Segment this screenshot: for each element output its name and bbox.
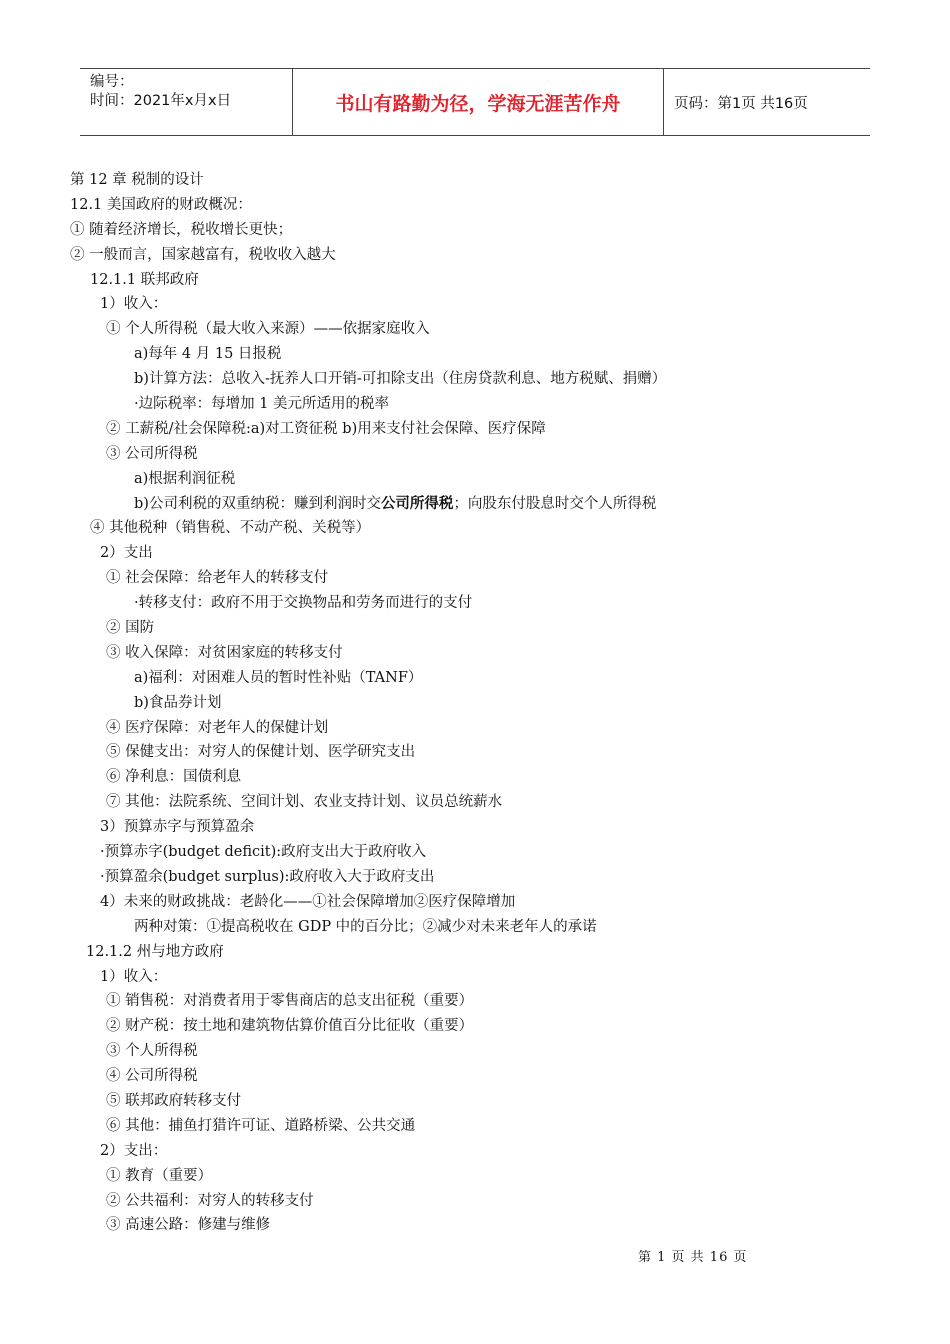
text-line: ·边际税率：每增加 1 美元所适用的税率 xyxy=(134,396,390,413)
document-header xyxy=(80,68,870,136)
text-line: ⑤ 保健支出：对穷人的保健计划、医学研究支出 xyxy=(106,744,416,761)
text-line: 12.1.2 州与地方政府 xyxy=(86,943,224,960)
text-line: ② 财产税：按土地和建筑物估算价值百分比征收（重要） xyxy=(106,1018,474,1035)
page-footer: 第 1 页 共 16 页 xyxy=(638,1250,748,1265)
text-line: b)计算方法：总收入-抚养人口开销-可扣除支出（住房贷款利息、地方税赋、捐赠） xyxy=(134,371,667,388)
text-line: ① 销售税：对消费者用于零售商店的总支出征税（重要） xyxy=(106,993,474,1010)
text-line: 12.1.1 联邦政府 xyxy=(90,271,199,288)
bold-term: 公司所得税 xyxy=(380,495,454,512)
text-line: ② 工薪税/社会保障税:a)对工资征税 b)用来支付社会保障、医疗保障 xyxy=(106,420,546,437)
text-line: ③ 收入保障：对贫困家庭的转移支付 xyxy=(106,644,343,661)
header-page-info: 页码：第1页 共16页 xyxy=(674,95,808,112)
text-line: ④ 医疗保障：对老年人的保健计划 xyxy=(106,719,329,736)
text-line: ⑤ 联邦政府转移支付 xyxy=(106,1092,242,1109)
text-line: 3）预算赤字与预算盈余 xyxy=(100,819,255,836)
date-label: 时间：2021年x月x日 xyxy=(90,93,232,109)
text-line: ·转移支付：政府不用于交换物品和劳务而进行的支付 xyxy=(134,595,473,612)
text-line: 4）未来的财政挑战：老龄化——①社会保障增加②医疗保障增加 xyxy=(100,893,516,910)
text-line: 第 12 章 税制的设计 xyxy=(70,172,204,188)
text-segment: b)公司利税的双重纳税：赚到利润时交 xyxy=(134,495,381,512)
header-motto: 书山有路勤为径，学海无涯苦作舟 xyxy=(293,69,664,135)
text-line: ② 国防 xyxy=(106,620,155,637)
text-line: ② 公共福利：对穷人的转移支付 xyxy=(106,1192,314,1209)
text-line: ⑥ 净利息：国债利息 xyxy=(106,769,242,786)
text-line: ③ 高速公路：修建与维修 xyxy=(106,1217,271,1234)
header-meta xyxy=(80,69,293,135)
text-line: 两种对策：①提高税收在 GDP 中的百分比；②减少对未来老年人的承诺 xyxy=(134,918,597,935)
text-line: ① 随着经济增长，税收增长更快； xyxy=(70,221,293,238)
text-line: 2）支出 xyxy=(100,545,153,562)
text-line: 1）收入： xyxy=(100,296,168,313)
text-line: ① 教育（重要） xyxy=(106,1167,213,1184)
document-body xyxy=(0,168,950,1238)
text-line: ·预算赤字(budget deficit):政府支出大于政府收入 xyxy=(100,844,427,861)
text-line xyxy=(0,492,950,517)
text-line: ③ 公司所得税 xyxy=(106,445,198,462)
text-line: ④ 其他税种（销售税、不动产税、关税等） xyxy=(90,520,371,537)
text-line: ④ 公司所得税 xyxy=(106,1068,198,1085)
text-line: ⑥ 其他：捕鱼打猎许可证、道路桥梁、公共交通 xyxy=(106,1117,416,1134)
text-segment: ；向股东付股息时交个人所得税 xyxy=(453,495,657,512)
text-line: a)福利：对困难人员的暂时性补贴（TANF） xyxy=(134,669,423,686)
text-line: ② 一般而言，国家越富有，税收收入越大 xyxy=(70,246,336,263)
text-line: b)食品券计划 xyxy=(134,694,222,711)
serial-label: 编号： xyxy=(90,74,134,90)
text-line: ① 社会保障：给老年人的转移支付 xyxy=(106,570,329,587)
text-line: ⑦ 其他：法院系统、空间计划、农业支持计划、议员总统薪水 xyxy=(106,794,503,811)
text-line: 1）收入： xyxy=(100,968,168,985)
text-line: a)根据利润征税 xyxy=(134,470,236,487)
text-line: 12.1 美国政府的财政概况： xyxy=(70,196,252,213)
text-line: a)每年 4 月 15 日报税 xyxy=(134,346,282,363)
text-line: ① 个人所得税（最大收入来源）——依据家庭收入 xyxy=(106,321,430,338)
text-line: 2）支出： xyxy=(100,1142,168,1159)
text-line: ·预算盈余(budget surplus):政府收入大于政府支出 xyxy=(100,868,435,885)
text-line: ③ 个人所得税 xyxy=(106,1043,198,1060)
